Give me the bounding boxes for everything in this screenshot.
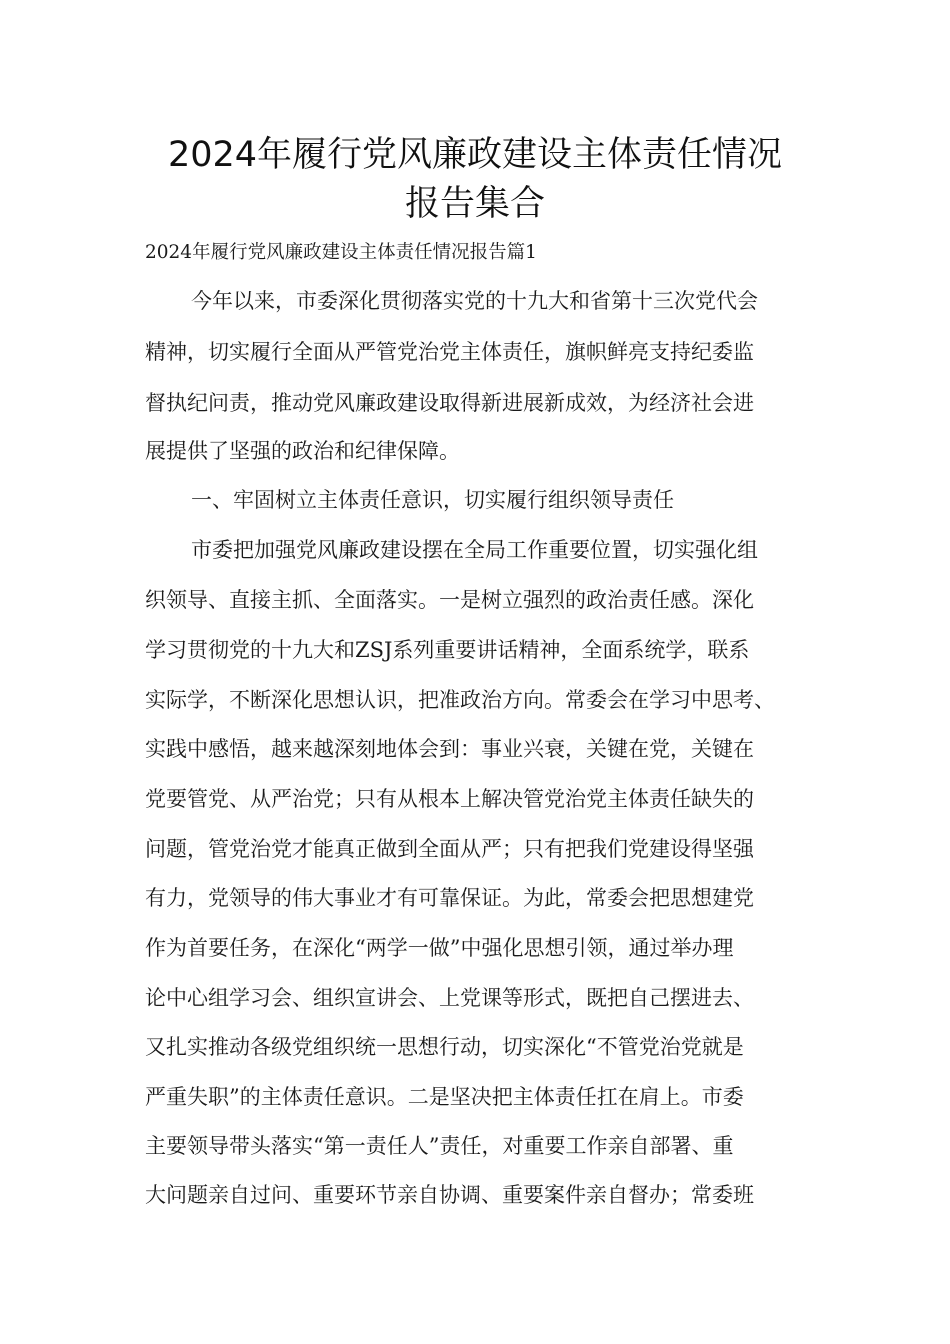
paragraph-line: 有力，党领导的伟大事业才有可靠保证。为此，常委会把思想建党 <box>145 886 754 910</box>
paragraph-line: 主要领导带头落实“第一责任人”责任，对重要工作亲自部署、重 <box>145 1134 734 1158</box>
paragraph-line: 织领导、直接主抓、全面落实。一是树立强烈的政治责任感。深化 <box>145 588 754 612</box>
paragraph-line: 实践中感悟，越来越深刻地体会到：事业兴衰，关键在党，关键在 <box>145 737 754 761</box>
document-title-line-2: 报告集合 <box>404 184 545 224</box>
paragraph-line: 展提供了坚强的政治和纪律保障。 <box>145 439 460 463</box>
paragraph-line: 大问题亲自过问、重要环节亲自协调、重要案件亲自督办；常委班 <box>145 1183 754 1207</box>
paragraph-line: 实际学，不断深化思想认识，把准政治方向。常委会在学习中思考、 <box>145 688 775 712</box>
section-heading: 一、牢固树立主体责任意识，切实履行组织领导责任 <box>191 488 674 512</box>
paragraph-line: 又扎实推动各级党组织统一思想行动，切实深化“不管党治党就是 <box>145 1035 744 1059</box>
paragraph-line: 学习贯彻党的十九大和ZSJ系列重要讲话精神，全面系统学，联系 <box>145 638 750 662</box>
paragraph-line: 党要管党、从严治党；只有从根本上解决管党治党主体责任缺失的 <box>145 787 754 811</box>
paragraph-line: 市委把加强党风廉政建设摆在全局工作重要位置，切实强化组 <box>191 538 758 562</box>
paragraph-line: 论中心组学习会、组织宣讲会、上党课等形式，既把自己摆进去、 <box>145 986 754 1010</box>
paragraph-line: 精神，切实履行全面从严管党治党主体责任，旗帜鲜亮支持纪委监 <box>145 340 754 364</box>
paragraph-line: 今年以来，市委深化贯彻落实党的十九大和省第十三次党代会 <box>191 289 758 313</box>
section-subtitle: 2024年履行党风廉政建设主体责任情况报告篇1 <box>145 242 537 263</box>
document-title-line-1: 2024年履行党风廉政建设主体责任情况 <box>167 135 783 175</box>
paragraph-line: 问题，管党治党才能真正做到全面从严；只有把我们党建设得坚强 <box>145 837 754 861</box>
paragraph-line: 严重失职”的主体责任意识。二是坚决把主体责任扛在肩上。市委 <box>145 1085 744 1109</box>
paragraph-line: 督执纪问责，推动党风廉政建设取得新进展新成效，为经济社会进 <box>145 391 754 415</box>
paragraph-line: 作为首要任务，在深化“两学一做”中强化思想引领，通过举办理 <box>145 936 734 960</box>
